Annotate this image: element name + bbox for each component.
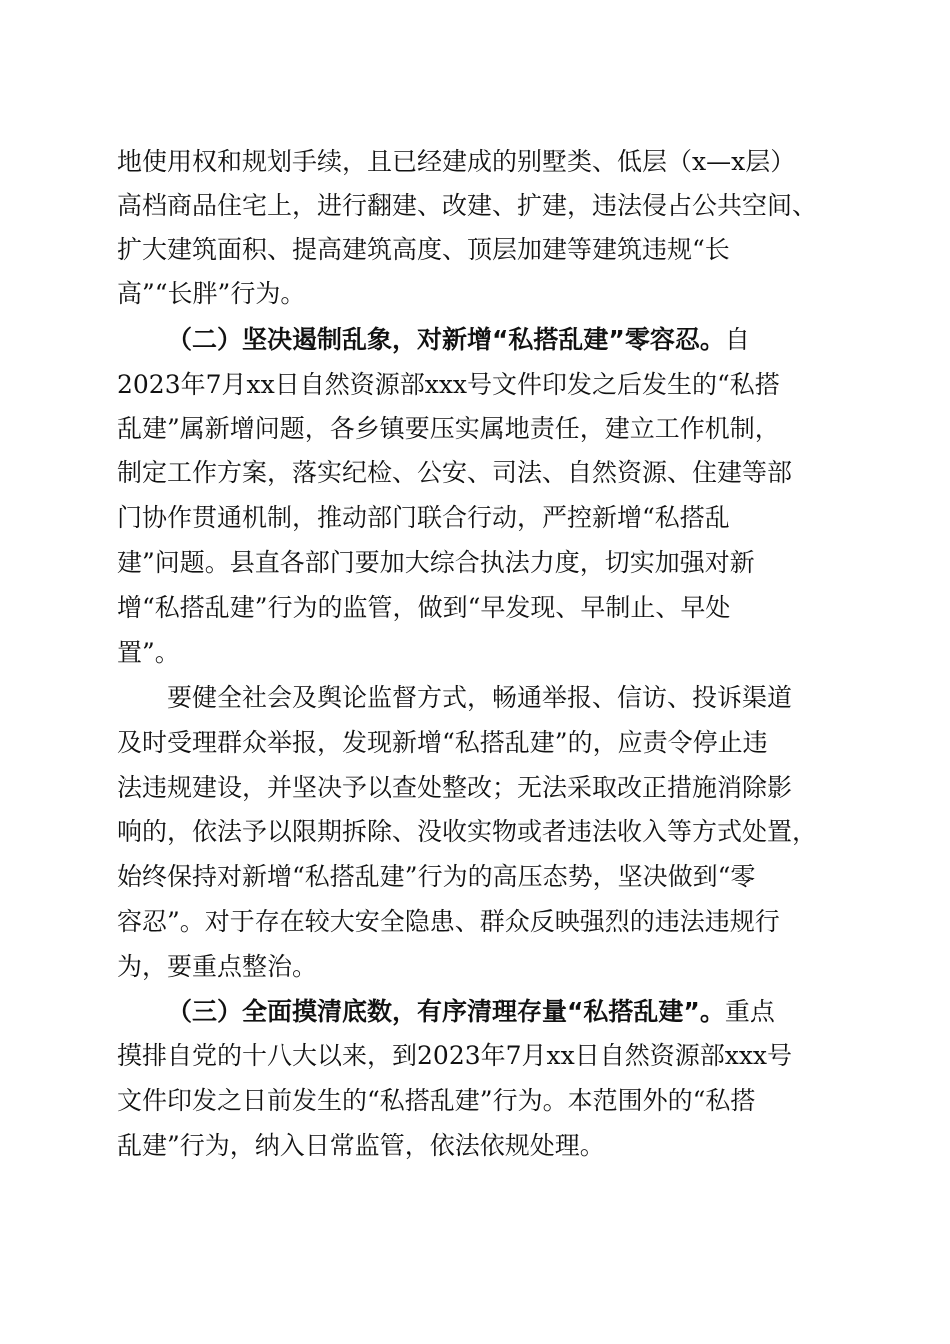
body-text-line: 响的，依法予以限期拆除、没收实物或者违法收入等方式处置， — [117, 817, 818, 846]
body-text-line: 制定工作方案，落实纪检、公安、司法、自然资源、住建等部 — [117, 458, 793, 487]
body-text-line: 扩大建筑面积、提高建筑高度、顶层加建等建筑违规“长 — [117, 235, 730, 264]
body-text-run: 重点 — [724, 997, 775, 1026]
body-text-line: 乱建”行为，纳入日常监管，依法依规处理。 — [117, 1131, 605, 1160]
body-text-line: 要健全社会及舆论监督方式，畅通举报、信访、投诉渠道 — [167, 683, 793, 712]
section-heading-line — [167, 318, 833, 362]
body-text-line: 高”“长胖”行为。 — [117, 279, 306, 308]
body-text-line: 法违规建设，并坚决予以查处整改；无法采取改正措施消除影 — [117, 773, 793, 802]
body-text-line: 容忍”。对于存在较大安全隐患、群众反映强烈的违法违规行 — [117, 907, 780, 936]
body-text-line: 置”。 — [117, 638, 180, 667]
body-text-line: 文件印发之日前发生的“私搭乱建”行为。本范围外的“私搭 — [117, 1086, 756, 1115]
section-heading-line — [167, 990, 833, 1034]
body-text-line: 及时受理群众举报，发现新增“私搭乱建”的，应责令停止违 — [117, 728, 768, 757]
body-text-line: 为，要重点整治。 — [117, 952, 318, 981]
section-heading: （二）坚决遏制乱象，对新增“私搭乱建”零容忍。 — [167, 325, 725, 354]
body-text-line: 高档商品住宅上，进行翻建、改建、扩建，违法侵占公共空间、 — [117, 191, 818, 220]
body-text-line: 乱建”属新增问题，各乡镇要压实属地责任，建立工作机制， — [117, 414, 780, 443]
body-text-line: 摸排自党的十八大以来，到2023年7月xx日自然资源部xxx号 — [117, 1041, 793, 1070]
body-text-run: 自 — [724, 325, 750, 354]
body-text-line: 增“私搭乱建”行为的监管，做到“早发现、早制止、早处 — [117, 593, 731, 622]
section-heading: （三）全面摸清底数，有序清理存量“私搭乱建”。 — [167, 997, 725, 1026]
body-text-line: 门协作贯通机制，推动部门联合行动，严控新增“私搭乱 — [117, 503, 730, 532]
body-text-line: 地使用权和规划手续，且已经建成的别墅类、低层（x—x层） — [117, 147, 796, 176]
body-text-line: 始终保持对新增“私搭乱建”行为的高压态势，坚决做到“零 — [117, 862, 756, 891]
body-text-line: 建”问题。县直各部门要加大综合执法力度，切实加强对新 — [117, 548, 755, 577]
body-text-line: 2023年7月xx日自然资源部xxx号文件印发之后发生的“私搭 — [117, 370, 780, 399]
